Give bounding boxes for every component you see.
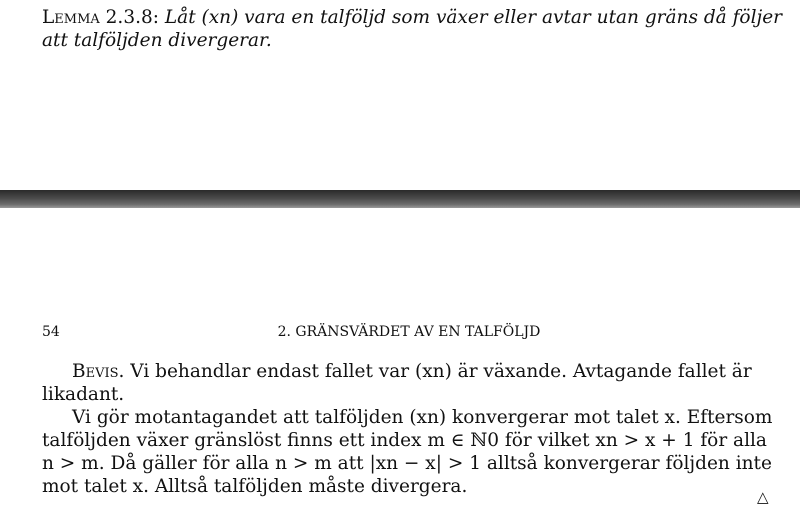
page-number: 54 [42, 324, 60, 340]
chapter-title: 2. GRÄNSVÄRDET AV EN TALFÖLJD [277, 324, 541, 340]
lemma-statement [42, 6, 782, 52]
end-of-proof-mark: △ [757, 488, 769, 506]
proof-paragraph-1 [42, 360, 782, 406]
lemma-text: Låt (xn) vara en talföljd som växer eller avtar utan gräns då följer att talföljden divergerar. [42, 7, 783, 51]
proof-label: Bevis. [72, 361, 125, 382]
proof-paragraph-2: Vi gör motantagandet att talföljden (xn) konvergerar mot talet x. Eftersom talföljden växer gränslöst finns ett index m ∈ ℕ0 för vilket xn > x + 1 för alla n > m. Då gäller för alla n > m att |xn − x| > 1 alltså konvergerar följden inte mot talet x. Alltså talföljden måste divergera. [42, 407, 773, 497]
proof [42, 360, 782, 498]
upper-page [0, 0, 800, 190]
lemma-label: Lemma 2.3.8: [42, 7, 159, 28]
page-gap [0, 190, 800, 208]
proof-paragraph-1-text: Vi behandlar endast fallet var (xn) är växande. Avtagande fallet är likadant. [42, 361, 752, 405]
running-head [42, 322, 776, 342]
